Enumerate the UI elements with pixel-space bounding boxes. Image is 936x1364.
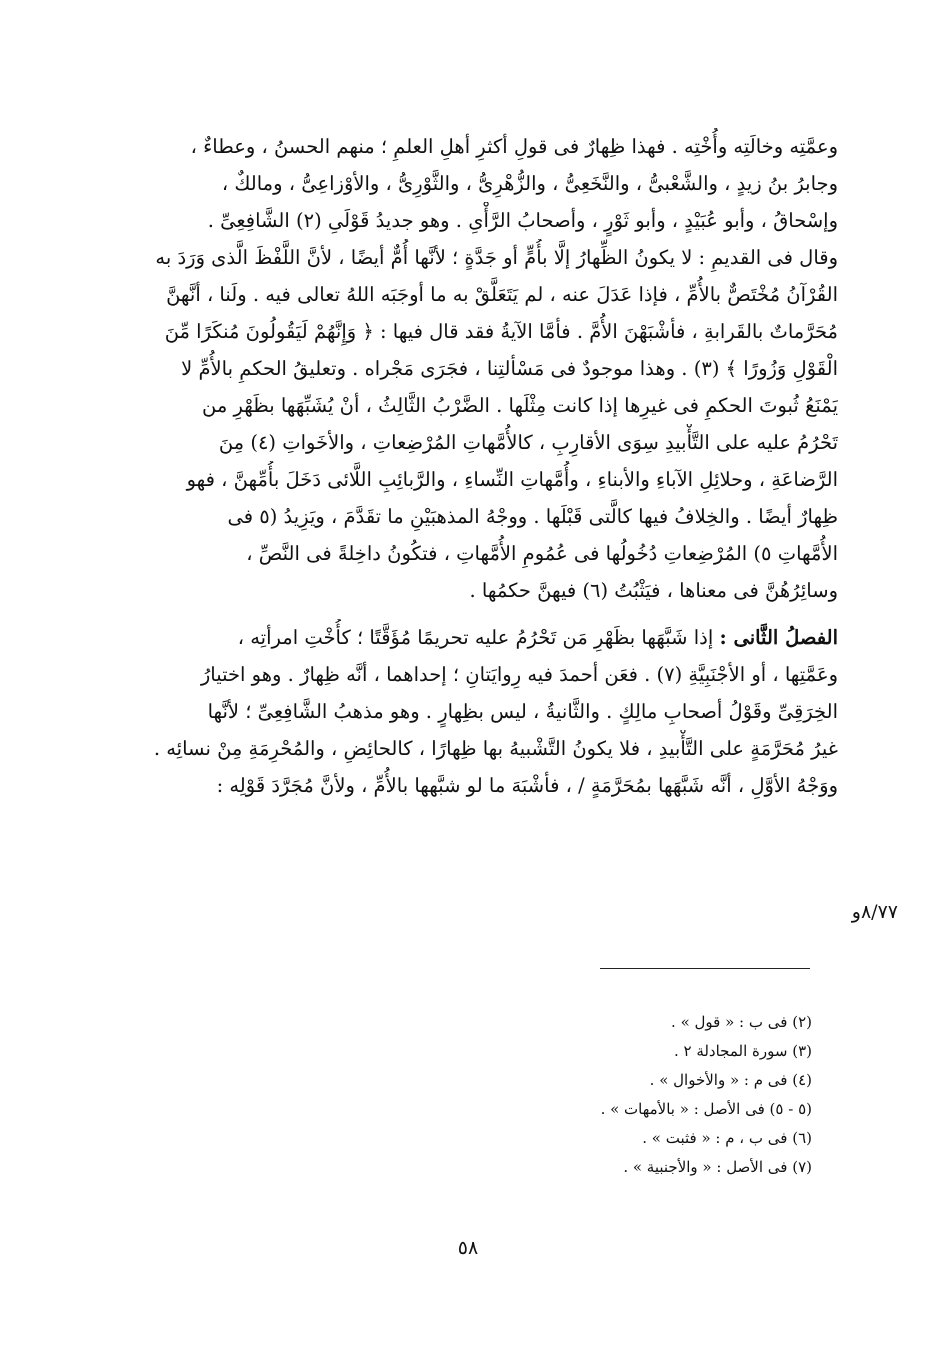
text-line: القُرْآنُ مُخْتَصٌّ بالأُمِّ ، فإذا عَدَلَ عنه ، لم يَتَعَلَّقْ به ما أوجَبَه اللهُ تعالى فيه . ولَنا ، أنَّهنَّ (166, 283, 838, 306)
section-first-line (118, 619, 838, 656)
footnote: (٥ - ٥) فى الأصل : « بالأمهات » . (600, 1100, 812, 1118)
text-line: ووَجْهُ الأوَّلِ ، أنَّه شَبَّهَها بمُحَرَّمَةٍ / ، فأشْبَهَ ما لو شبَّهها بالأُمِّ ، ولأنَّ مُجَرَّدَ قَوْلِه : (216, 774, 838, 797)
text-line: مُحَرَّماتٌ بالقَرابةِ ، فأشْبَهْنَ الأُمَّ . فأمَّا الآيةُ فقد قال فيها : ﴿ وَإِنَّهُمْ لَيَقُولُونَ مُنكَرًا مِّنَ (164, 320, 838, 343)
text-line: وعمَّتِه وخالَتِه وأُخْتِه . فهذا ظِهارٌ فى قولِ أكثرِ أهلِ العلمِ ؛ منهم الحسنُ ، وعطاءٌ ، (190, 135, 838, 158)
text-line: الخِرَقِىِّ وقَوْلُ أصحابِ مالِكٍ . والثَّانيةُ ، ليس بظِهارٍ . وهو مذهبُ الشَّافِعِىِّ ؛ لأنَّها (207, 700, 838, 723)
text-line: غيرُ مُحَرَّمَةٍ على التَّأْبيدِ ، فلا يكونُ التَّشْبيهُ بها ظِهارًا ، كالحائِضِ ، والمُحْرِمَةِ مِنْ نسائِه . (153, 737, 838, 760)
text-line: تَحْرُمُ عليه على التَّأْبيدِ سِوَى الأقارِبِ ، كالأُمَّهاتِ المُرْضِعاتِ ، والأخَواتِ (٤) مِنَ (218, 431, 838, 454)
text-line: الرَّضاعَةِ ، وحلائِلِ الآباءِ والأبناءِ ، وأُمَّهاتِ النِّساءِ ، والرَّبائِبِ اللَّائى دَخَلَ بأُمِّهنَّ ، فهو (186, 468, 838, 491)
manuscript-folio-note: ٨/٧٧و (851, 901, 898, 923)
paragraph-gap (118, 609, 838, 619)
page-number: ٥٨ (457, 1237, 479, 1259)
text-line: الأُمَّهاتِ ٥) المُرْضِعاتِ دُخُولُها فى عُمُومِ الأُمَّهاتِ ، فتكُونُ داخِلةً فى النَّصِّ ، (246, 542, 838, 565)
footnote: (٧) فى الأصل : « والأجنبية » . (623, 1158, 812, 1176)
footnote: (٢) فى ب : « قول » . (671, 1013, 812, 1031)
text-line: وإسْحاقُ ، وأبو عُبَيْدٍ ، وأبو ثَوْرٍ ، وأصحابُ الرَّأْىِ . وهو جديدُ قَوْلَىِ (٢) الشَّافِعِىِّ . (207, 209, 838, 232)
text-line: يَمْنَعُ ثُبوتَ الحكمِ فى غيرِها إذا كانت مِثْلَها . الضَّرْبُ الثَّالِثُ ، أنْ يُشَبِّهَها بظَهْرِ من (201, 394, 838, 417)
text-line: الْقَوْلِ وَزُورًا ﴾ (٣) . وهذا موجودٌ فى مَسْألتِنا ، فجَرَى مَجْراه . وتعليقُ الحكمِ بالأُمِّ لا (181, 357, 838, 380)
text-line: وقال فى القديمِ : لا يكونُ الظِّهارُ إلَّا بأُمٍّ أو جَدَّةٍ ؛ لأنَّها أُمٌّ أيضًا ، لأنَّ اللَّفْظَ الَّذى وَرَدَ به (155, 246, 838, 269)
footnote: (٤) فى م : « والأخوال » . (649, 1071, 812, 1089)
text-line: وعَمَّتِها ، أو الأجْنَبِيَّةِ (٧) . فعَن أحمدَ فيه رِوايَتانِ ؛ إحداهما ، أنَّه ظِهارٌ . وهو اختيارُ (200, 663, 838, 686)
text-line: وسائِرُهُنَّ فى معناها ، فيَثْبُتُ (٦) فيهنَّ حكمُها . (469, 579, 838, 602)
footnotes-block (500, 1008, 812, 1182)
footnote: (٣) سورة المجادلة ٢ . (673, 1042, 812, 1060)
text-line: وجابرُ بنُ زيدٍ ، والشَّعْبىُّ ، والنَّخَعِىُّ ، والزُّهْرِىُّ ، والثَّوْرِىُّ ، والأوْزاعِىُّ ، ومالكٌ ، (221, 172, 838, 195)
section-heading: الفصلُ الثَّانى : (719, 626, 838, 649)
main-text-block (118, 128, 838, 804)
footnote-separator (600, 968, 810, 969)
section-first-line-text: إذا شَبَّهَها بظَهْرِ مَن تَحْرُمُ عليه تحريمًا مُؤَقَّتًا ؛ كأُخْتِ امرأتِه ، (237, 626, 714, 649)
text-line: ظِهارٌ أيضًا . والخِلافُ فيها كالَّتى قَبْلَها . ووجْهُ المذهبَيْنِ ما تقَدَّمَ ، ويَزِيدُ (٥ فى (227, 505, 838, 528)
footnote: (٦) فى ب ، م : « فثبت » . (642, 1129, 812, 1147)
